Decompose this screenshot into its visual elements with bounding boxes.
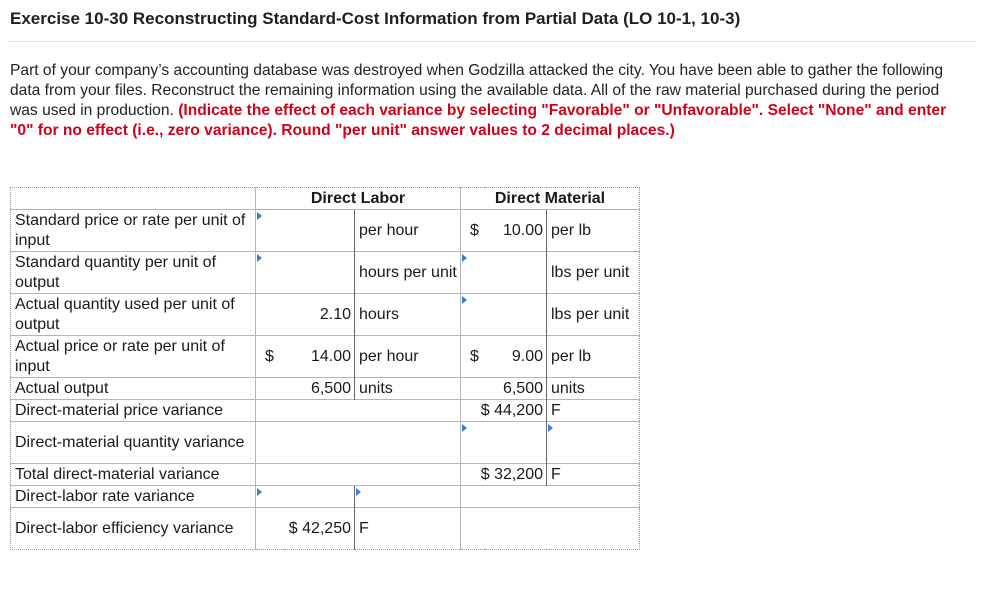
- row-label: Actual price or rate per unit of input: [11, 336, 256, 378]
- material-value: 9.00: [485, 336, 547, 378]
- title-divider: [9, 41, 975, 42]
- instruction-text: (Indicate the effect of each variance by selecting "Favorable" or "Unfavorable". Select "None" and enter "0" for no effect (i.e., zero variance). Round "per unit" answer values to 2 decimal places.): [10, 102, 947, 139]
- row-label: Actual quantity used per unit of output: [11, 294, 256, 336]
- labor-unit: per hour: [355, 336, 461, 378]
- labor-value: 2.10: [284, 294, 355, 336]
- dm-quantity-variance-effect-select[interactable]: [547, 422, 640, 464]
- dropdown-marker-icon: [462, 296, 467, 304]
- labor-qty-input[interactable]: [284, 252, 355, 294]
- dropdown-marker-icon: [257, 254, 262, 262]
- labor-price-currency-input[interactable]: [256, 210, 284, 252]
- dl-rate-variance-effect-select[interactable]: [355, 486, 461, 508]
- row-label: Direct-labor rate variance: [11, 486, 256, 508]
- dropdown-marker-icon: [462, 424, 467, 432]
- standard-cost-table: [10, 187, 640, 550]
- material-unit: per lb: [547, 336, 640, 378]
- material-unit: lbs per unit: [547, 252, 640, 294]
- material-actual-qty-input-a[interactable]: [461, 294, 485, 336]
- row-label: Direct-material price variance: [11, 400, 256, 422]
- table-row: [11, 464, 640, 486]
- direct-labor-header: Direct Labor: [256, 188, 461, 210]
- labor-price-input[interactable]: [284, 210, 355, 252]
- material-currency: $: [461, 336, 485, 378]
- exercise-title: Exercise 10-30 Reconstructing Standard-Cost Information from Partial Data (LO 10-1, 10-3): [10, 9, 741, 28]
- table-row: [11, 508, 640, 550]
- intro-paragraph: [10, 61, 970, 141]
- table-row: [11, 252, 640, 294]
- row-label: Standard price or rate per unit of input: [11, 210, 256, 252]
- labor-unit: hours: [355, 294, 461, 336]
- material-value: $ 44,200: [461, 400, 547, 422]
- table-row: [11, 210, 640, 252]
- material-effect: F: [547, 400, 640, 422]
- table-row: [11, 400, 640, 422]
- labor-effect: F: [355, 508, 461, 550]
- row-label: Direct-material quantity variance: [11, 422, 256, 464]
- labor-value: $ 42,250: [256, 508, 355, 550]
- labor-value: 14.00: [284, 336, 355, 378]
- row-label: Actual output: [11, 378, 256, 400]
- dl-rate-variance-input[interactable]: [256, 486, 355, 508]
- table-row: [11, 422, 640, 464]
- material-currency: $: [461, 210, 485, 252]
- material-effect: F: [547, 464, 640, 486]
- dropdown-marker-icon: [356, 488, 361, 496]
- dropdown-marker-icon: [462, 254, 467, 262]
- labor-qty-input-a[interactable]: [256, 252, 284, 294]
- material-value: 6,500: [485, 378, 547, 400]
- dropdown-marker-icon: [257, 488, 262, 496]
- direct-material-header: Direct Material: [461, 188, 640, 210]
- intro-text: Part of your company’s accounting database was destroyed when Godzilla attacked the city. You have been able to gather the following data from your files. Reconstruct the remaining information using the available data. All of the raw material purchased during the period was used in production.: [10, 62, 944, 119]
- row-label: Total direct-material variance: [11, 464, 256, 486]
- labor-unit: hours per unit: [355, 252, 461, 294]
- table-row: [11, 378, 640, 400]
- material-value: 10.00: [485, 210, 547, 252]
- dm-quantity-variance-input[interactable]: [461, 422, 547, 464]
- material-actual-qty-input[interactable]: [485, 294, 547, 336]
- labor-currency: $: [256, 336, 284, 378]
- labor-value: 6,500: [284, 378, 355, 400]
- material-qty-input[interactable]: [485, 252, 547, 294]
- row-label: Direct-labor efficiency variance: [11, 508, 256, 550]
- table-row: [11, 294, 640, 336]
- table-row: [11, 336, 640, 378]
- labor-unit: per hour: [355, 210, 461, 252]
- table-row: [11, 486, 640, 508]
- material-unit: lbs per unit: [547, 294, 640, 336]
- labor-unit: units: [355, 378, 461, 400]
- material-qty-input-a[interactable]: [461, 252, 485, 294]
- dropdown-marker-icon: [548, 424, 553, 432]
- material-unit: per lb: [547, 210, 640, 252]
- row-label: Standard quantity per unit of output: [11, 252, 256, 294]
- material-value: $ 32,200: [461, 464, 547, 486]
- material-unit: units: [547, 378, 640, 400]
- header-row: [11, 188, 640, 210]
- dropdown-marker-icon: [257, 212, 262, 220]
